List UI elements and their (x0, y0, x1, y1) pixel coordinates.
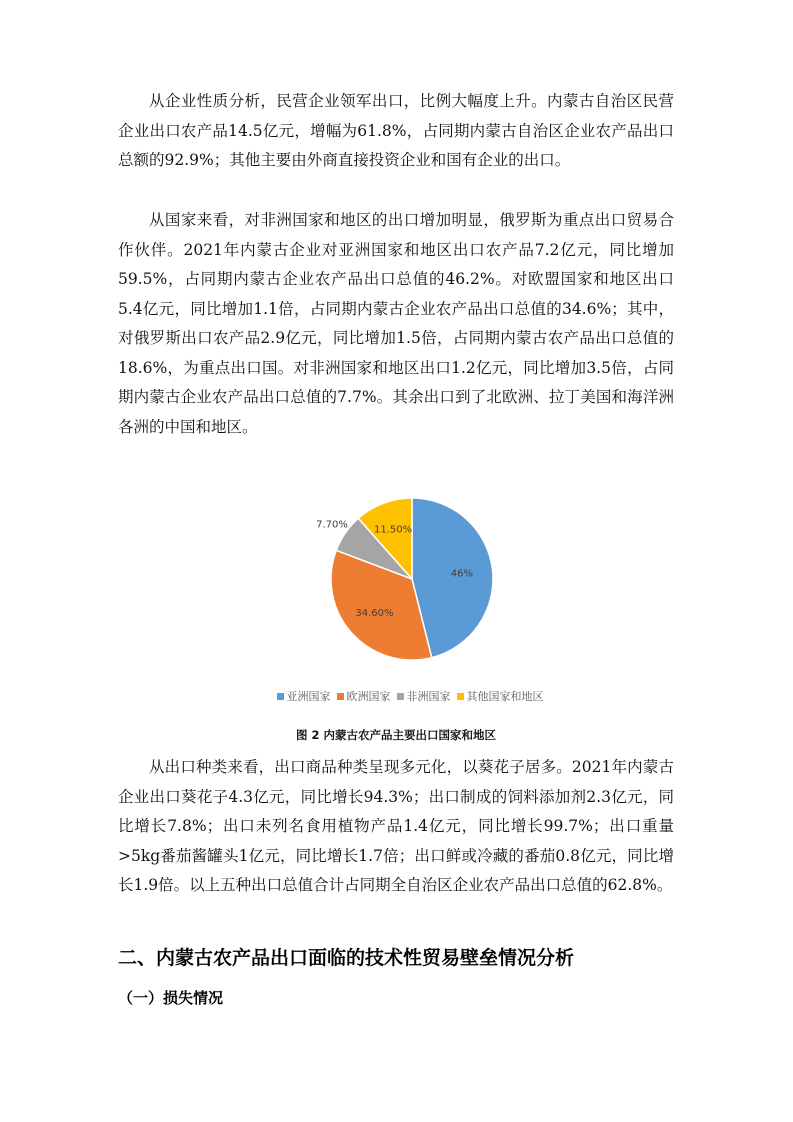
pie-data-label-2: 7.70% (316, 519, 348, 531)
legend-swatch-1 (337, 693, 344, 700)
paragraph-enterprise-nature: 从企业性质分析，民营企业领军出口，比例大幅度上升。内蒙古自治区民营企业出口农产品14.5亿元，增幅为61.8%，占同期内蒙古自治区企业农产品出口总额的92.9%；其他主要由外商直接投资企业和国有企业的出口。 (118, 92, 674, 169)
subsection-heading: （一）损失情况 (118, 989, 224, 1007)
section-heading: 二、内蒙古农产品出口面临的技术性贸易壁垒情况分析 (118, 947, 575, 969)
legend-label-0: 亚洲国家 (286, 690, 331, 703)
legend-item-3 (457, 688, 544, 704)
legend-swatch-0 (277, 693, 284, 700)
legend-swatch-2 (397, 693, 404, 700)
legend-item-2 (397, 688, 451, 704)
figure-caption: 图 2 内蒙古农产品主要出口国家和地区 (295, 728, 496, 742)
pie-chart (230, 480, 590, 710)
legend-label-2: 非洲国家 (406, 690, 451, 703)
legend-item-1 (337, 688, 391, 704)
pie-data-label-1: 34.60% (355, 607, 394, 619)
pie-data-label-3: 11.50% (373, 524, 413, 536)
pie-chart-svg (230, 480, 590, 680)
paragraph-export-countries: 从国家来看，对非洲国家和地区的出口增加明显，俄罗斯为重点出口贸易合作伙伴。2021年内蒙古企业对亚洲国家和地区出口农产品7.2亿元，同比增加59.5%，占同期内蒙古企业农产品出口总值的46.2%。对欧盟国家和地区出口5.4亿元，同比增加1.1倍，占同期内蒙古企业农产品出口总值的34.6%；其中，对俄罗斯出口农产品2.9亿元，同比增加1.5倍，占同期内蒙古农产品出口总值的18.6%，为重点出口国。对非洲国家和地区出口1.2亿元，同比增加3.5倍，占同期内蒙古企业农产品出口总值的7.7%。其余出口到了北欧洲、拉丁美国和海洋洲各洲的中国和地区。 (118, 211, 674, 436)
pie-data-label-0: 46% (450, 568, 473, 580)
paragraph-export-categories: 从出口种类来看，出口商品种类呈现多元化，以葵花子居多。2021年内蒙古企业出口葵花子4.3亿元，同比增长94.3%；出口制成的饲料添加剂2.3亿元，同比增长7.8%；出口未列名食用植物产品1.4亿元，同比增长99.7%；出口重量>5kg番茄酱罐头1亿元，同比增长1.7倍；出口鲜或冷藏的番茄0.8亿元，同比增长1.9倍。以上五种出口总值合计占同期全自治区企业农产品出口总值的62.8%。 (118, 758, 674, 894)
legend-swatch-3 (457, 693, 464, 700)
legend-label-1: 欧洲国家 (346, 690, 391, 703)
legend-label-3: 其他国家和地区 (466, 690, 544, 703)
legend-item-0 (277, 688, 331, 704)
chart-legend (230, 688, 590, 704)
